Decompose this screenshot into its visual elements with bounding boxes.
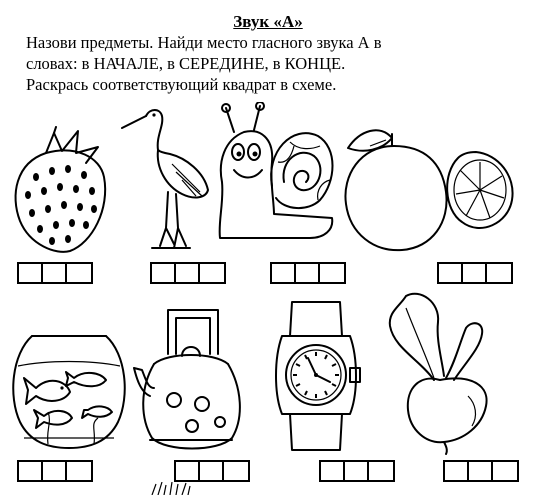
instructions	[26, 32, 496, 95]
scheme-cell-middle[interactable]	[296, 264, 320, 282]
scheme-cell-middle[interactable]	[200, 462, 224, 480]
scheme-cell-middle[interactable]	[345, 462, 369, 480]
scheme-cell-beginning[interactable]	[152, 264, 176, 282]
scheme-cell-middle[interactable]	[43, 264, 67, 282]
scheme-cell-beginning[interactable]	[321, 462, 345, 480]
scheme-cell-middle[interactable]	[176, 264, 200, 282]
snail-icon	[214, 102, 338, 244]
instruction-line: Раскрась соответствующий квадрат в схеме.	[26, 75, 337, 94]
scheme-cell-middle[interactable]	[469, 462, 493, 480]
scheme-cell-end[interactable]	[493, 462, 517, 480]
scheme-cell-end[interactable]	[67, 264, 91, 282]
scheme-cell-beginning[interactable]	[272, 264, 296, 282]
sound-scheme	[17, 262, 93, 284]
scheme-cell-beginning[interactable]	[19, 264, 43, 282]
scheme-cell-end[interactable]	[224, 462, 248, 480]
sound-scheme	[270, 262, 346, 284]
scheme-cell-end[interactable]	[487, 264, 511, 282]
sound-scheme	[174, 460, 250, 482]
worksheet-title: Звук «А»	[233, 12, 303, 31]
scheme-cell-beginning[interactable]	[176, 462, 200, 480]
sound-scheme	[319, 460, 395, 482]
scheme-cell-beginning[interactable]	[445, 462, 469, 480]
scheme-cell-end[interactable]	[67, 462, 91, 480]
sound-scheme	[150, 262, 226, 284]
scheme-cell-middle[interactable]	[43, 462, 67, 480]
scheme-cell-middle[interactable]	[463, 264, 487, 282]
instruction-line: словах: в НАЧАЛЕ, в СЕРЕДИНЕ, в КОНЦЕ.	[26, 54, 346, 73]
kettle-icon	[132, 300, 250, 456]
scheme-cell-beginning[interactable]	[439, 264, 463, 282]
aquarium-icon	[8, 326, 130, 452]
scheme-cell-beginning[interactable]	[19, 462, 43, 480]
watch-icon	[268, 298, 364, 454]
stork-icon	[116, 98, 212, 252]
instruction-line: Назови предметы. Найди место гласного звука А в	[26, 33, 382, 52]
sound-scheme	[17, 460, 93, 482]
turnip-icon	[380, 286, 498, 456]
scheme-cell-end[interactable]	[200, 264, 224, 282]
sound-scheme	[437, 262, 513, 284]
grass-icon	[148, 482, 192, 495]
scheme-cell-end[interactable]	[369, 462, 393, 480]
orange-icon	[340, 124, 516, 256]
scheme-cell-end[interactable]	[320, 264, 344, 282]
strawberry-icon	[6, 125, 114, 257]
sound-scheme	[443, 460, 519, 482]
